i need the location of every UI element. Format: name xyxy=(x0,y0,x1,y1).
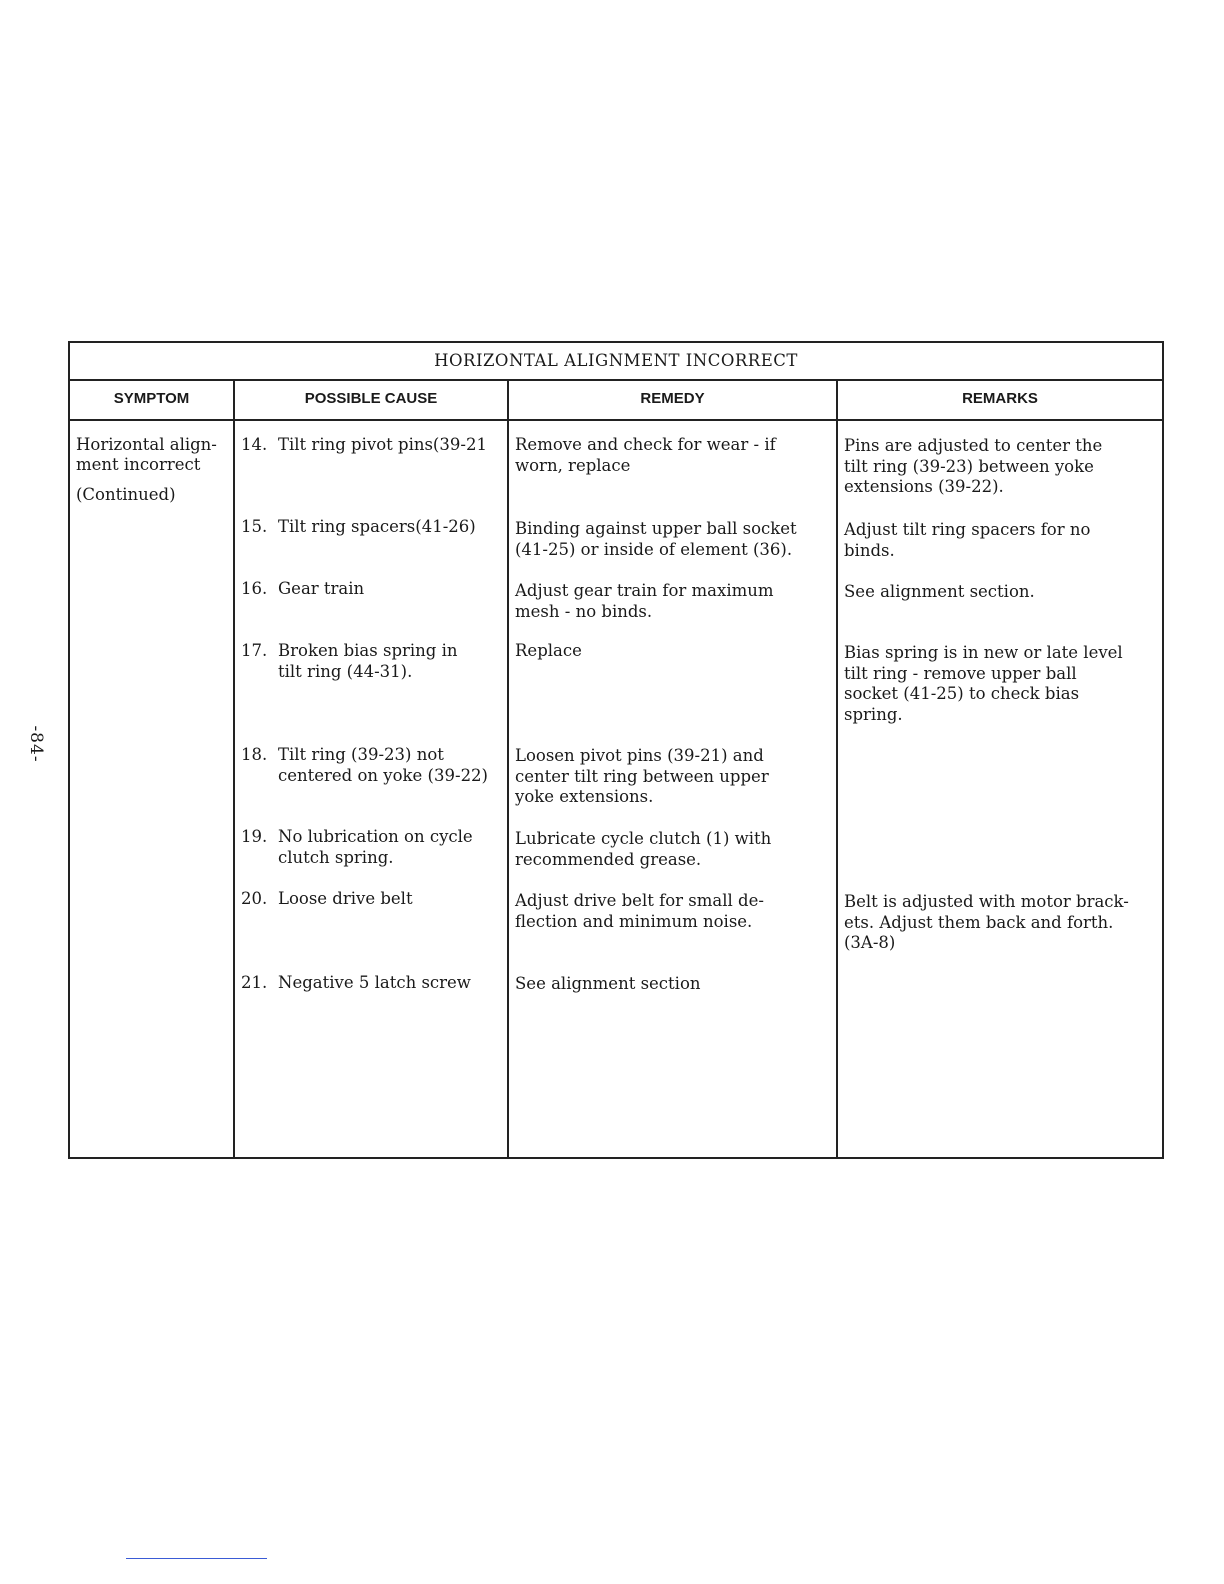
remedy-text: Replace xyxy=(515,641,582,660)
table-title: HORIZONTAL ALIGNMENT INCORRECT xyxy=(70,343,1162,381)
cause-text: Negative 5 latch screw xyxy=(278,973,471,992)
cause-text: Gear train xyxy=(278,579,365,598)
cause-number: 18. xyxy=(241,745,268,764)
remark-text: Bias spring is in new or late level tilt ring - remove upper ball socket (41-25) to check bias spring. xyxy=(844,643,1123,724)
symptom-text: Horizontal align- ment incorrect xyxy=(76,435,217,474)
remarks-column xyxy=(838,419,1162,1157)
header-remarks: REMARKS xyxy=(962,390,1038,407)
cause-number: 19. xyxy=(241,827,268,846)
footer-rule xyxy=(126,1558,267,1559)
remedy-text: Remove and check for wear - if worn, replace xyxy=(515,435,776,475)
cause-text: Tilt ring pivot pins(39-21 xyxy=(278,435,487,454)
remedy-text: Adjust drive belt for small de- flection and minimum noise. xyxy=(515,891,764,931)
cause-number: 17. xyxy=(241,641,268,660)
symptom-continued: (Continued) xyxy=(76,485,176,504)
page-number: -84- xyxy=(26,725,46,763)
cause-item xyxy=(235,435,507,456)
table-header xyxy=(70,381,1162,421)
table-body xyxy=(70,419,1162,1157)
remark-text: Belt is adjusted with motor brack- ets. Adjust them back and forth. (3A-8) xyxy=(844,892,1129,952)
cause-item xyxy=(235,745,507,786)
troubleshooting-table xyxy=(68,341,1164,1159)
remark-text: Adjust tilt ring spacers for no binds. xyxy=(844,520,1091,560)
header-possible-cause: POSSIBLE CAUSE xyxy=(235,381,509,419)
remedy-text: Binding against upper ball socket (41-25) or inside of element (36). xyxy=(515,519,797,559)
cause-number: 16. xyxy=(241,579,268,598)
cause-number: 14. xyxy=(241,435,268,454)
header-remedy: REMEDY xyxy=(509,381,838,419)
cause-item xyxy=(235,517,507,538)
cause-column xyxy=(235,419,509,1157)
remedy-text: Adjust gear train for maximum mesh - no binds. xyxy=(515,581,774,621)
remedy-text: Lubricate cycle clutch (1) with recommended grease. xyxy=(515,829,772,869)
cause-item xyxy=(235,973,507,994)
remedy-text: Loosen pivot pins (39-21) and center tilt ring between upper yoke extensions. xyxy=(515,746,769,806)
cause-number: 15. xyxy=(241,517,268,536)
cause-item xyxy=(235,889,507,910)
cause-number: 21. xyxy=(241,973,268,992)
cause-number: 20. xyxy=(241,889,268,908)
cause-text: Tilt ring (39-23) not centered on yoke (39-22) xyxy=(278,745,488,785)
symptom-column xyxy=(70,419,235,1157)
cause-item xyxy=(235,641,507,682)
cause-text: No lubrication on cycle clutch spring. xyxy=(278,827,473,867)
remark-text: Pins are adjusted to center the tilt ring (39-23) between yoke extensions (39-22). xyxy=(844,436,1103,496)
remark-text: See alignment section. xyxy=(844,582,1035,601)
header-symptom: SYMPTOM xyxy=(70,381,235,419)
cause-item xyxy=(235,579,507,600)
cause-text: Tilt ring spacers(41-26) xyxy=(278,517,476,536)
cause-item xyxy=(235,827,507,868)
remedy-column xyxy=(509,419,838,1157)
cause-text: Broken bias spring in tilt ring (44-31). xyxy=(278,641,458,681)
remedy-text: See alignment section xyxy=(515,974,701,993)
cause-text: Loose drive belt xyxy=(278,889,413,908)
